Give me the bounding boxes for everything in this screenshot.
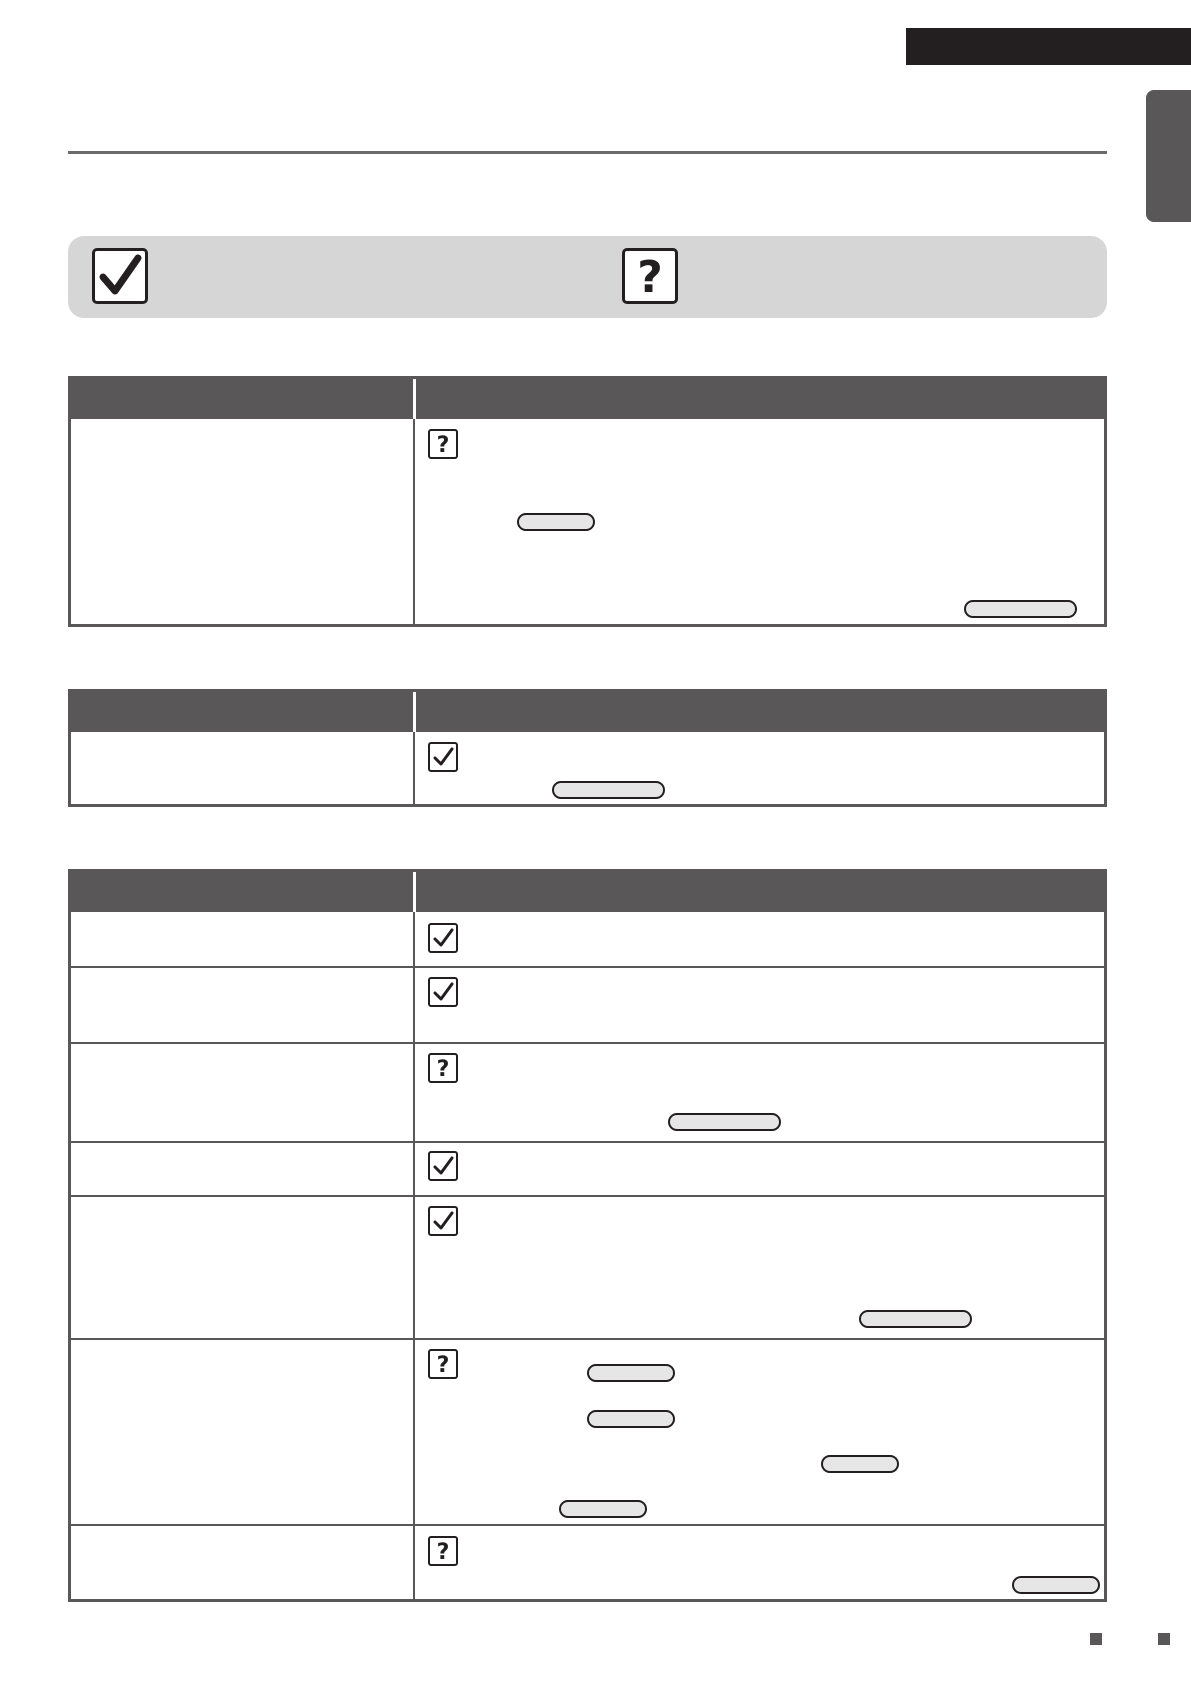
page-reference[interactable] xyxy=(859,1310,972,1328)
svg-text:?: ? xyxy=(637,252,663,301)
row-divider xyxy=(71,1042,1104,1044)
page-marker xyxy=(1090,1633,1102,1645)
question-icon xyxy=(428,1349,458,1379)
chapter-side-tab[interactable] xyxy=(1146,90,1191,222)
row-divider xyxy=(71,1141,1104,1143)
title-rule xyxy=(68,151,1107,154)
page-reference[interactable] xyxy=(559,1500,647,1518)
page-marker xyxy=(1158,1633,1170,1645)
column-divider xyxy=(413,912,415,1602)
troubleshooting-table-2 xyxy=(68,689,1107,807)
question-icon xyxy=(622,248,678,304)
page-reference[interactable] xyxy=(587,1364,675,1382)
row-divider xyxy=(71,966,1104,968)
table-header xyxy=(71,692,1104,732)
row-divider xyxy=(71,1195,1104,1197)
svg-text:?: ? xyxy=(436,1540,450,1564)
svg-text:?: ? xyxy=(436,1353,450,1377)
chapter-header-bar xyxy=(906,28,1191,65)
check-icon xyxy=(92,248,148,304)
check-icon xyxy=(428,1206,458,1236)
table-header xyxy=(71,872,1104,912)
troubleshooting-table-3 xyxy=(68,869,1107,1602)
icon-legend xyxy=(68,236,1107,318)
page-reference[interactable] xyxy=(821,1455,899,1473)
page-reference[interactable] xyxy=(1012,1576,1100,1594)
svg-text:?: ? xyxy=(436,433,450,457)
question-icon xyxy=(428,1053,458,1083)
page-reference[interactable] xyxy=(517,513,595,531)
page-reference[interactable] xyxy=(587,1410,675,1428)
troubleshooting-table-1 xyxy=(68,376,1107,627)
column-divider xyxy=(413,419,415,627)
check-icon xyxy=(428,923,458,953)
column-divider xyxy=(413,732,415,807)
check-icon xyxy=(428,1151,458,1181)
page-reference[interactable] xyxy=(964,600,1077,618)
table-header xyxy=(71,379,1104,419)
question-icon xyxy=(428,1536,458,1566)
header-divider xyxy=(413,692,416,732)
page-reference[interactable] xyxy=(668,1113,781,1131)
header-divider xyxy=(413,872,416,912)
page-reference[interactable] xyxy=(552,781,665,799)
check-icon xyxy=(428,742,458,772)
svg-text:?: ? xyxy=(436,1057,450,1081)
row-divider xyxy=(71,1524,1104,1526)
question-icon xyxy=(428,429,458,459)
row-divider xyxy=(71,1338,1104,1340)
check-icon xyxy=(428,977,458,1007)
header-divider xyxy=(413,379,416,419)
